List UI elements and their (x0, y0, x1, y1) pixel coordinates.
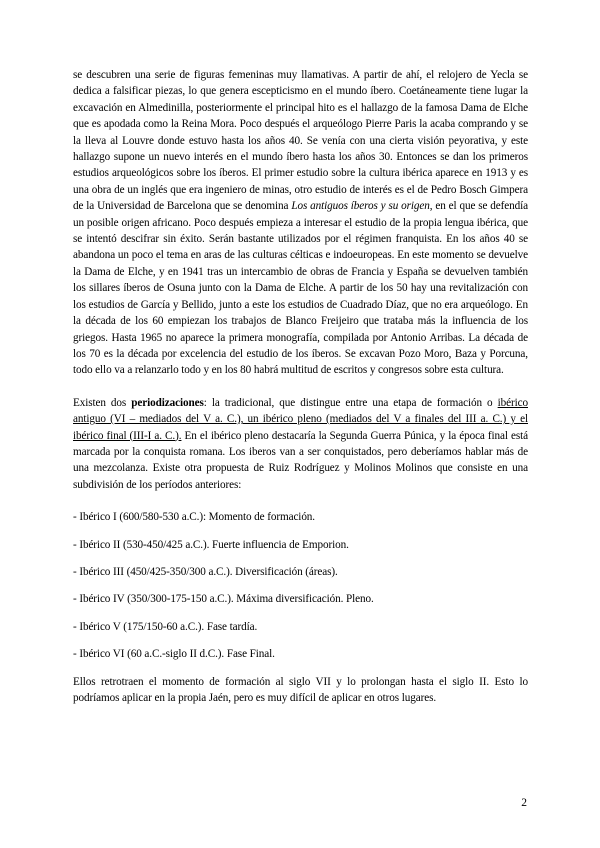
book-title: Los antiguos íberos y su origen (291, 200, 430, 213)
paragraph-history (73, 67, 528, 379)
paragraph-history-text-a: se descubren una serie de figuras femeninas muy llamativas. A partir de ahí, el relojero de Yecla se dedica a falsificar piezas, lo que genera escepticismo en el mundo íbero. Coetáneamente tiene lugar la excavación en Almedinilla, posteriormente el principal hito es el hallazgo de la famosa Dama de Elche que es apodada como la Reina Mora. Poco después el arqueólogo Pierre Paris la acaba comprando y se la lleva al Louvre donde estuvo hasta los años 40. Se venía con una cierta visión peyorativa, y este hallazgo supone un nuevo interés en el mundo íbero hasta los años 30. Entonces se dan los primeros estudios arqueológicos sobre los íberos. El primer estudio sobre la cultura ibérica aparece en 1913 y es una obra de un inglés que era ingeniero de minas, otro estudio de interés es el de Pedro Bosch Gimpera de la Universidad de Barcelona que se denomina (73, 69, 528, 213)
periodizations-underlined: ibérico antiguo (VI – mediados del V a. C.), un ibérico pleno (mediados del V a finales del III a. C.) y el ibérico final (III-I a. C.). (73, 396, 528, 442)
list-item: - Ibérico V (175/150-60 a.C.). Fase tardía. (73, 620, 258, 633)
paragraph-periodizations (73, 395, 528, 493)
document-body (73, 67, 528, 706)
list-item: - Ibérico IV (350/300-175-150 a.C.). Máxima diversificación. Pleno. (73, 593, 374, 606)
paragraph-history-text-b: , en el que se defendía un posible origen africano. Poco después empieza a interesar el estudio de la propia lengua ibérica, que se intentó descifrar sin éxito. Serán bastante utilizados por el régimen franquista. En los años 40 se abandona un poco el tema en aras de las culturas célticas e indoeuropeas. En este momento se devuelve la Dama de Elche, y en 1941 tras un intercambio de obras de Francia y España se devuelven también los sillares íberos de Osuna junto con la Dama de Elche. A partir de los 50 hay una revitalización con los estudios de García y Bellido, junto a este los estudios de Cuadrado Díaz, que no era arqueólogo. En la década de los 60 empiezan los trabajos de Blanco Freijeiro que trataba más la influencia de los griegos. Hasta 1965 no aparece la primera monografía, compilada por Antonio Arribas. La década de los 70 es la década por excelencia del estudio de los íberos. Se excavan Pozo Moro, Baza y Porcuna, todo ello va a relanzarlo todo y en los 80 habrá multitud de escritos y congresos sobre esta cultura. (73, 200, 528, 377)
periodizations-after-term: : la tradicional, que distingue entre una etapa de formación o (203, 396, 498, 409)
list-item: - Ibérico I (600/580-530 a.C.): Momento de formación. (73, 511, 315, 524)
page-number: 2 (521, 797, 527, 809)
periodizations-intro: Existen dos (73, 396, 132, 409)
closing-paragraph: Ellos retrotraen el momento de formación al siglo VII y lo prolongan hasta el siglo II. Esto lo podríamos aplicar en la propia Jaén, pero es muy difícil de aplicar en otros lugares. (73, 675, 528, 704)
list-item: - Ibérico VI (60 a.C.-siglo II d.C.). Fase Final. (73, 648, 275, 661)
periodizations-rest: En el ibérico pleno destacaría la Segunda Guerra Púnica, y la época final está marcada por la conquista romana. Los iberos van a ser conquistados, pero deberíamos hablar más de una mezcolanza. Existe otra propuesta de Ruiz Rodríguez y Molinos Molinos que consiste en una subdivisión de los períodos anteriores: (73, 429, 528, 491)
list-item: - Ibérico II (530-450/425 a.C.). Fuerte influencia de Emporion. (73, 538, 349, 551)
periodizations-term: periodizaciones (131, 396, 204, 409)
periods-list (73, 509, 528, 662)
list-item: - Ibérico III (450/425-350/300 a.C.). Diversificación (áreas). (73, 565, 338, 578)
